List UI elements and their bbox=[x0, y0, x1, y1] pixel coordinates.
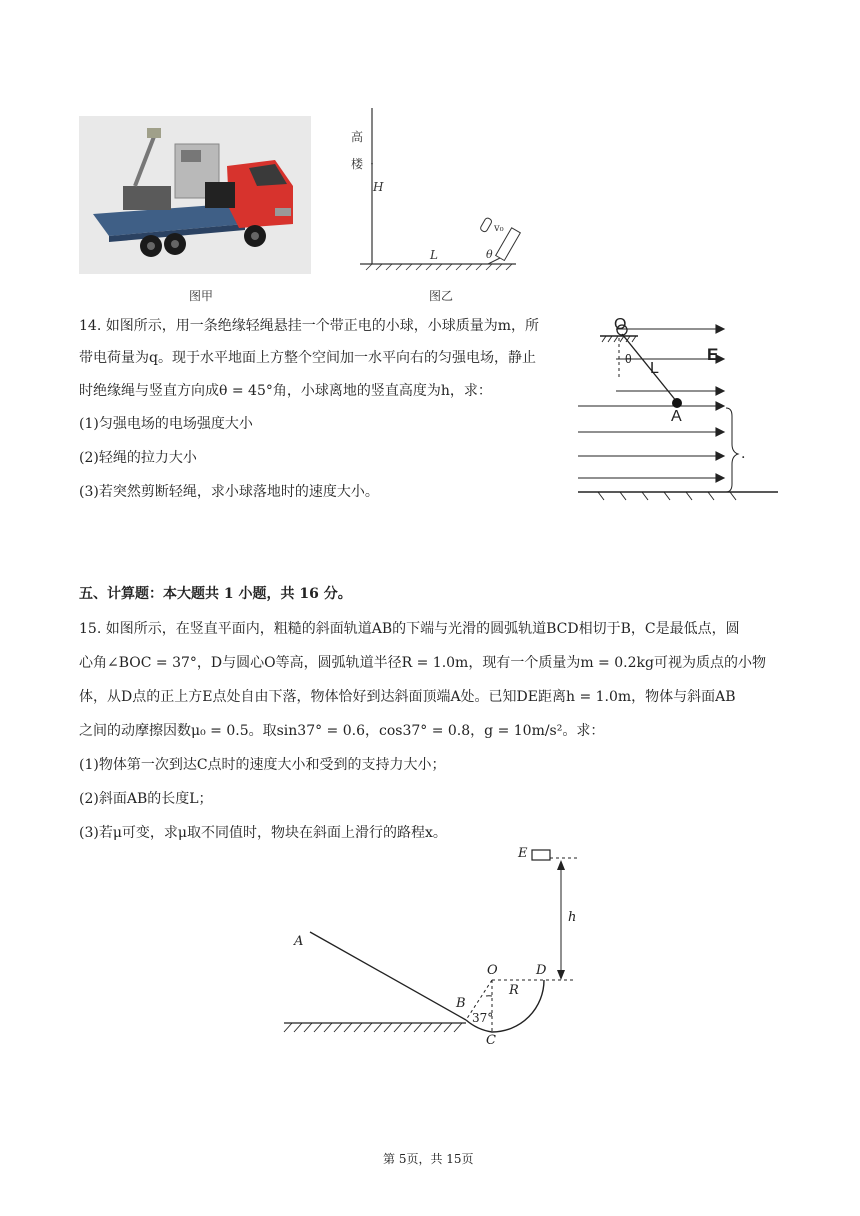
q15-fig-label-angle: 37° bbox=[472, 1011, 494, 1025]
q15-line1: 15. 如图所示，在竖直平面内，粗糙的斜面轨道AB的下端与光滑的圆弧轨道BCD相切于B，C是最低点，圆 bbox=[79, 621, 740, 637]
fig-yi-label-theta: θ bbox=[486, 248, 493, 261]
q15-fig-label-D: D bbox=[536, 963, 547, 978]
truck-photo bbox=[79, 116, 311, 274]
q15-sub2: (2)斜面AB的长度L； bbox=[79, 791, 213, 807]
q14-sub1: (1)匀强电场的电场强度大小 bbox=[79, 416, 253, 432]
fig-yi-label-building1: 高 bbox=[351, 130, 364, 144]
fig-yi-label-L: L bbox=[430, 248, 438, 262]
q14-fig-label-theta: θ bbox=[625, 352, 632, 366]
q15-line3: 体，从D点的正上方E点处自由下落，物体恰好到达斜面顶端A处。已知DE距离h = 1.0m，物体与斜面AB bbox=[79, 689, 736, 705]
q14-sub3: (3)若突然剪断轻绳，求小球落地时的速度大小。 bbox=[79, 484, 379, 500]
q14-fig-label-A: A bbox=[671, 408, 682, 425]
q15-line2: 心角∠BOC = 37°，D与圆心O等高，圆弧轨道半径R = 1.0m，现有一个质量为m = 0.2kg可视为质点的小物 bbox=[79, 655, 766, 671]
page-footer: 第 5页，共 15页 bbox=[383, 1152, 474, 1166]
fig-yi-label-v0: v₀ bbox=[494, 223, 504, 234]
q15-fig-label-C: C bbox=[486, 1033, 496, 1048]
q14-fig-label-E: E bbox=[707, 345, 719, 364]
q15-line4: 之间的动摩擦因数μ₀ = 0.5。取sin37° = 0.6，cos37° = 0.8，g = 10m/s²。求： bbox=[79, 723, 605, 739]
q15-fig-label-B: B bbox=[456, 996, 466, 1011]
q15-sub1: (1)物体第一次到达C点时的速度大小和受到的支持力大小； bbox=[79, 757, 446, 773]
q15-fig-label-E: E bbox=[518, 846, 528, 861]
q14-fig-label-O: O bbox=[614, 316, 627, 333]
fig-jia-caption: 图甲 bbox=[189, 289, 214, 303]
q14-line1: 14. 如图所示，用一条绝缘轻绳悬挂一个带正电的小球，小球质量为m，所 bbox=[79, 318, 539, 334]
q15-fig-label-A: A bbox=[294, 934, 304, 949]
q15-fig-label-O: O bbox=[487, 963, 498, 978]
q15-fig-label-h: h bbox=[568, 910, 577, 925]
section-5-heading: 五、计算题：本大题共 1 小题，共 16 分。 bbox=[79, 586, 352, 602]
q14-line3: 时绝缘绳与竖直方向成θ = 45°角，小球离地的竖直高度为h，求： bbox=[79, 383, 492, 399]
q14-fig-label-L: L bbox=[650, 360, 659, 377]
q14-line2: 带电荷量为q。现于水平地面上方整个空间加一水平向右的匀强电场，静止 bbox=[79, 350, 536, 366]
q15-track-diagram bbox=[280, 840, 590, 1052]
q15-sub3: (3)若μ可变，求μ取不同值时，物块在斜面上滑行的路程x。 bbox=[79, 825, 447, 841]
fig-yi-caption: 图乙 bbox=[429, 289, 454, 303]
svg-text:-: - bbox=[370, 159, 374, 168]
fig-yi-label-H: H bbox=[373, 180, 384, 194]
q15-fig-label-R: R bbox=[509, 983, 519, 998]
q14-fig-label-dot: . bbox=[741, 446, 746, 462]
fig-yi-label-building2: 楼 bbox=[351, 157, 364, 171]
q14-sub2: (2)轻绳的拉力大小 bbox=[79, 450, 197, 466]
